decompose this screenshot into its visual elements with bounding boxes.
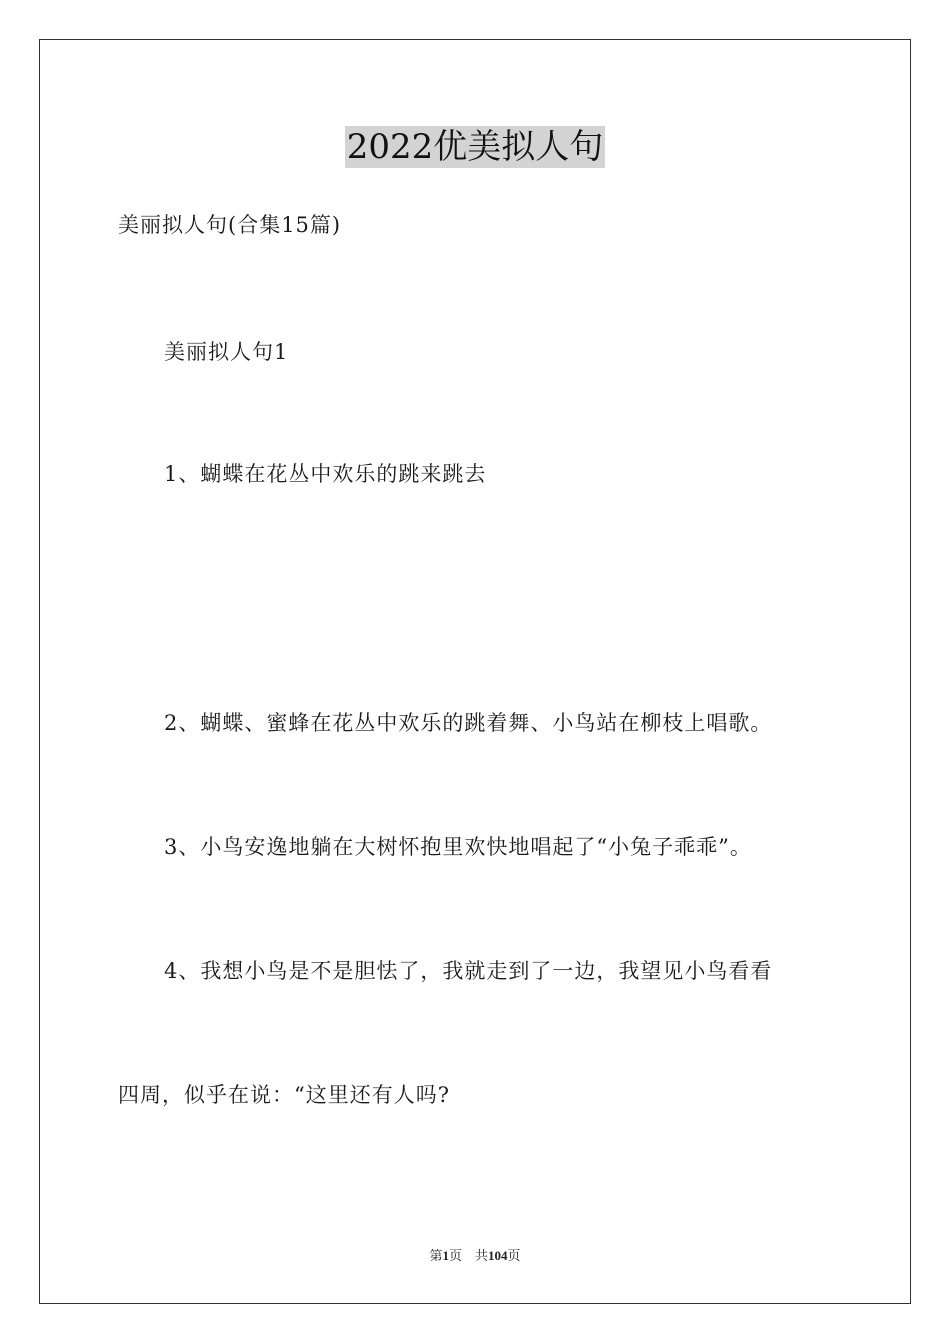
sentence-line: 2、蝴蝶、蜜蜂在花丛中欢乐的跳着舞、小鸟站在柳枝上唱歌。 <box>164 711 773 735</box>
sentence-line: 1、蝴蝶在花丛中欢乐的跳来跳去 <box>164 462 487 486</box>
section-heading: 美丽拟人句1 <box>164 340 289 364</box>
title-container <box>0 126 950 168</box>
sentence-line: 四周，似乎在说：“这里还有人吗? <box>118 1083 450 1107</box>
page-footer <box>0 1247 950 1265</box>
footer-total-unit: 页 <box>507 1248 521 1263</box>
footer-total-pages: 104 <box>488 1248 508 1263</box>
footer-page-number: 1 <box>442 1248 449 1263</box>
sentence-line: 3、小鸟安逸地躺在大树怀抱里欢快地唱起了“小兔子乖乖”。 <box>164 835 752 859</box>
document-title: 2022优美拟人句 <box>346 127 604 167</box>
document-subtitle: 美丽拟人句(合集15篇) <box>118 213 342 237</box>
sentence-line: 4、我想小鸟是不是胆怯了，我就走到了一边，我望见小鸟看看 <box>164 959 773 983</box>
footer-page-unit: 页 <box>448 1248 462 1263</box>
footer-total-prefix: 共 <box>475 1248 489 1263</box>
footer-prefix: 第 <box>429 1248 443 1263</box>
